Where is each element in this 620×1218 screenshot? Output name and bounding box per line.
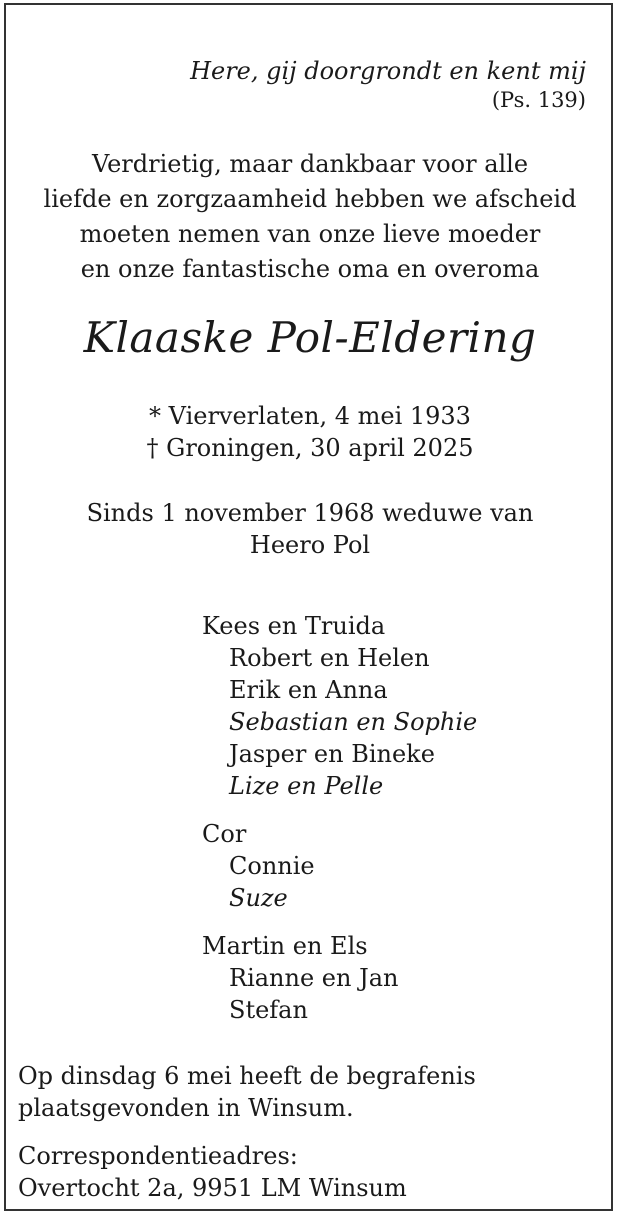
widow-statement [0,497,620,561]
intro-line: Verdrietig, maar dankbaar voor alle [91,150,529,178]
address-line: Overtocht 2a, 9951 LM Winsum [18,1174,407,1202]
family-member: Kees en Truida [202,612,386,640]
widow-line: Sinds 1 november 1968 weduwe van [86,499,534,527]
spouse-name: Heero Pol [249,531,371,559]
deceased-name: Klaaske Pol-Eldering [83,313,537,362]
birth-date: * Vierverlaten, 4 mei 1933 [149,402,471,430]
life-dates [0,400,620,464]
family-member: Suze [229,884,288,912]
family-member: Martin en Els [202,932,368,960]
death-date: † Groningen, 30 april 2025 [146,434,474,462]
intro-line: en onze fantastische oma en overoma [80,255,540,283]
funeral-line: plaatsgevonden in Winsum. [18,1094,354,1122]
family-member: Jasper en Bineke [229,740,435,768]
bible-reference: (Ps. 139) [491,88,586,112]
family-member: Cor [202,820,247,848]
bible-verse: Here, gij doorgrondt en kent mij [190,57,586,85]
family-member: Connie [229,852,315,880]
family-member: Sebastian en Sophie [229,708,478,736]
family-member: Erik en Anna [229,676,388,704]
intro-text [0,147,620,287]
correspondence-address [18,1140,407,1204]
intro-line: liefde en zorgzaamheid hebben we afscheid [43,185,577,213]
family-member: Rianne en Jan [229,964,399,992]
funeral-notice [18,1060,476,1124]
family-member: Robert en Helen [229,644,430,672]
funeral-line: Op dinsdag 6 mei heeft de begrafenis [18,1062,476,1090]
family-member: Stefan [229,996,308,1024]
intro-line: moeten nemen van onze lieve moeder [79,220,541,248]
family-member: Lize en Pelle [229,772,384,800]
correspondence-label: Correspondentieadres: [18,1142,298,1170]
